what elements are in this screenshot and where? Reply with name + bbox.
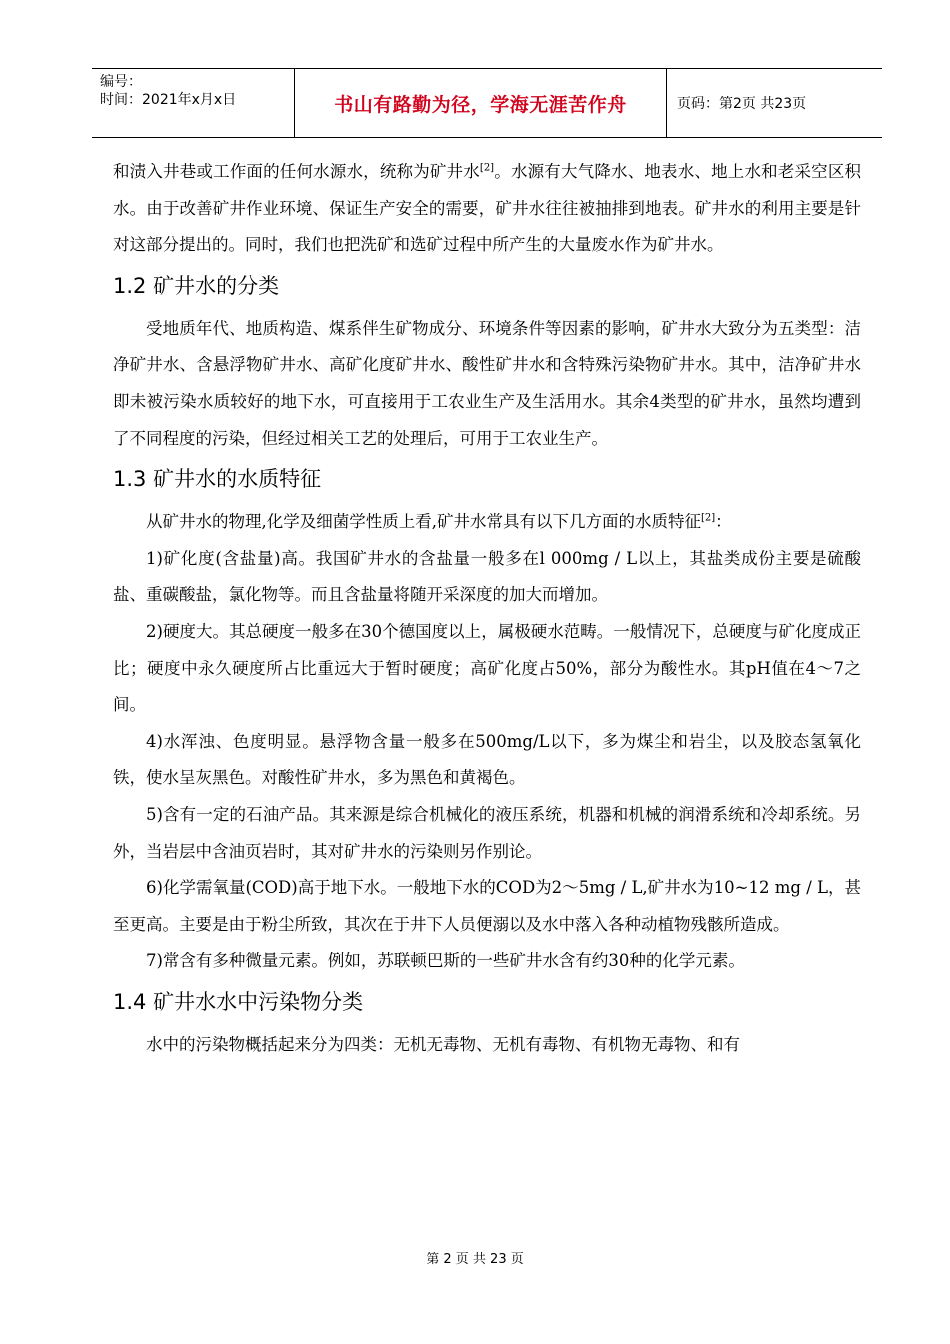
text-run: ： — [715, 512, 732, 532]
feature-item-4: 4)水浑浊、色度明显。悬浮物含量一般多在500mg/L以下，多为煤尘和岩尘，以及胶态氢氧化铁，使水呈灰黑色。对酸性矿井水，多为黑色和黄褐色。 — [113, 731, 861, 788]
page-header — [92, 68, 882, 138]
document-body — [113, 154, 861, 1063]
paragraph-features-intro — [113, 504, 861, 541]
header-motto-cell — [294, 69, 667, 137]
feature-item-6: 6)化学需氧量(COD)高于地下水。一般地下水的COD为2～5mg / L,矿井水为10~12 mg / L，甚至更高。主要是由于粉尘所致，其次在于井下人员便溺以及水中落入各种动植物残骸所造成。 — [113, 878, 861, 934]
section-heading-1-3: 1.3 矿井水的水质特征 — [113, 467, 322, 492]
document-number-label: 编号： — [100, 74, 142, 90]
section-heading-1-2: 1.2 矿井水的分类 — [113, 273, 280, 298]
text-run: 和渍入井巷或工作面的任何水源水，统称为矿井水 — [113, 162, 480, 181]
paragraph-mine-water-definition — [113, 154, 861, 264]
text-run: 从矿井水的物理,化学及细菌学性质上看,矿井水常具有以下几方面的水质特征 — [146, 512, 701, 532]
text-run: 。水源有大气降水、地表水、地上水和老采空区积水。由于改善矿井作业环境、保证生产安全的需要，矿井水往往被抽排到地表。矿井水的利用主要是针对这部分提出的。同时，我们也把洗矿和选矿过程中所产生的大量废水作为矿井水。 — [113, 162, 862, 255]
header-page-info: 页码：第2页 共23页 — [677, 96, 807, 112]
feature-item-1: 1)矿化度(含盐量)高。我国矿井水的含盐量一般多在l 000mg / L以上，其盐类成份主要是硫酸盐、重碳酸盐，氯化物等。而且含盐量将随开采深度的加大而增加。 — [113, 548, 861, 605]
header-meta — [92, 69, 294, 137]
header-motto: 书山有路勤为径，学海无涯苦作舟 — [334, 93, 627, 116]
page-footer: 第 2 页 共 23 页 — [426, 1252, 524, 1267]
feature-item-7: 7)常含有多种微量元素。例如，苏联顿巴斯的一些矿井水含有约30种的化学元素。 — [146, 951, 745, 971]
header-page-info-cell — [667, 69, 882, 137]
citation-ref: [2] — [701, 512, 716, 524]
section-heading-1-4: 1.4 矿井水水中污染物分类 — [113, 989, 364, 1014]
feature-item-5: 5)含有一定的石油产品。其来源是综合机械化的液压系统，机器和机械的润滑系统和冷却系统。另外，当岩层中含油页岩时，其对矿井水的污染则另作别论。 — [113, 804, 861, 861]
paragraph-pollutant-classes: 水中的污染物概括起来分为四类：无机无毒物、无机有毒物、有机物无毒物、和有 — [146, 1034, 740, 1054]
citation-ref: [2] — [479, 162, 495, 174]
document-time-label: 时间：2021年x月x日 — [100, 92, 237, 108]
paragraph-classification: 受地质年代、地质构造、煤系伴生矿物成分、环境条件等因素的影响，矿井水大致分为五类型：洁净矿井水、含悬浮物矿井水、高矿化度矿井水、酸性矿井水和含特殊污染物矿井水。其中，洁净矿井水即未被污染水质较好的地下水，可直接用于工农业生产及生活用水。其余4类型的矿井水，虽然均遭到了不同程度的污染，但经过相关工艺的处理后，可用于工农业生产。 — [113, 318, 861, 448]
feature-item-2: 2)硬度大。其总硬度一般多在30个德国度以上，属极硬水范畴。一般情况下，总硬度与矿化度成正比；硬度中永久硬度所占比重远大于暂时硬度；高矿化度占50%，部分为酸性水。其pH值在4～7之间。 — [113, 621, 861, 715]
